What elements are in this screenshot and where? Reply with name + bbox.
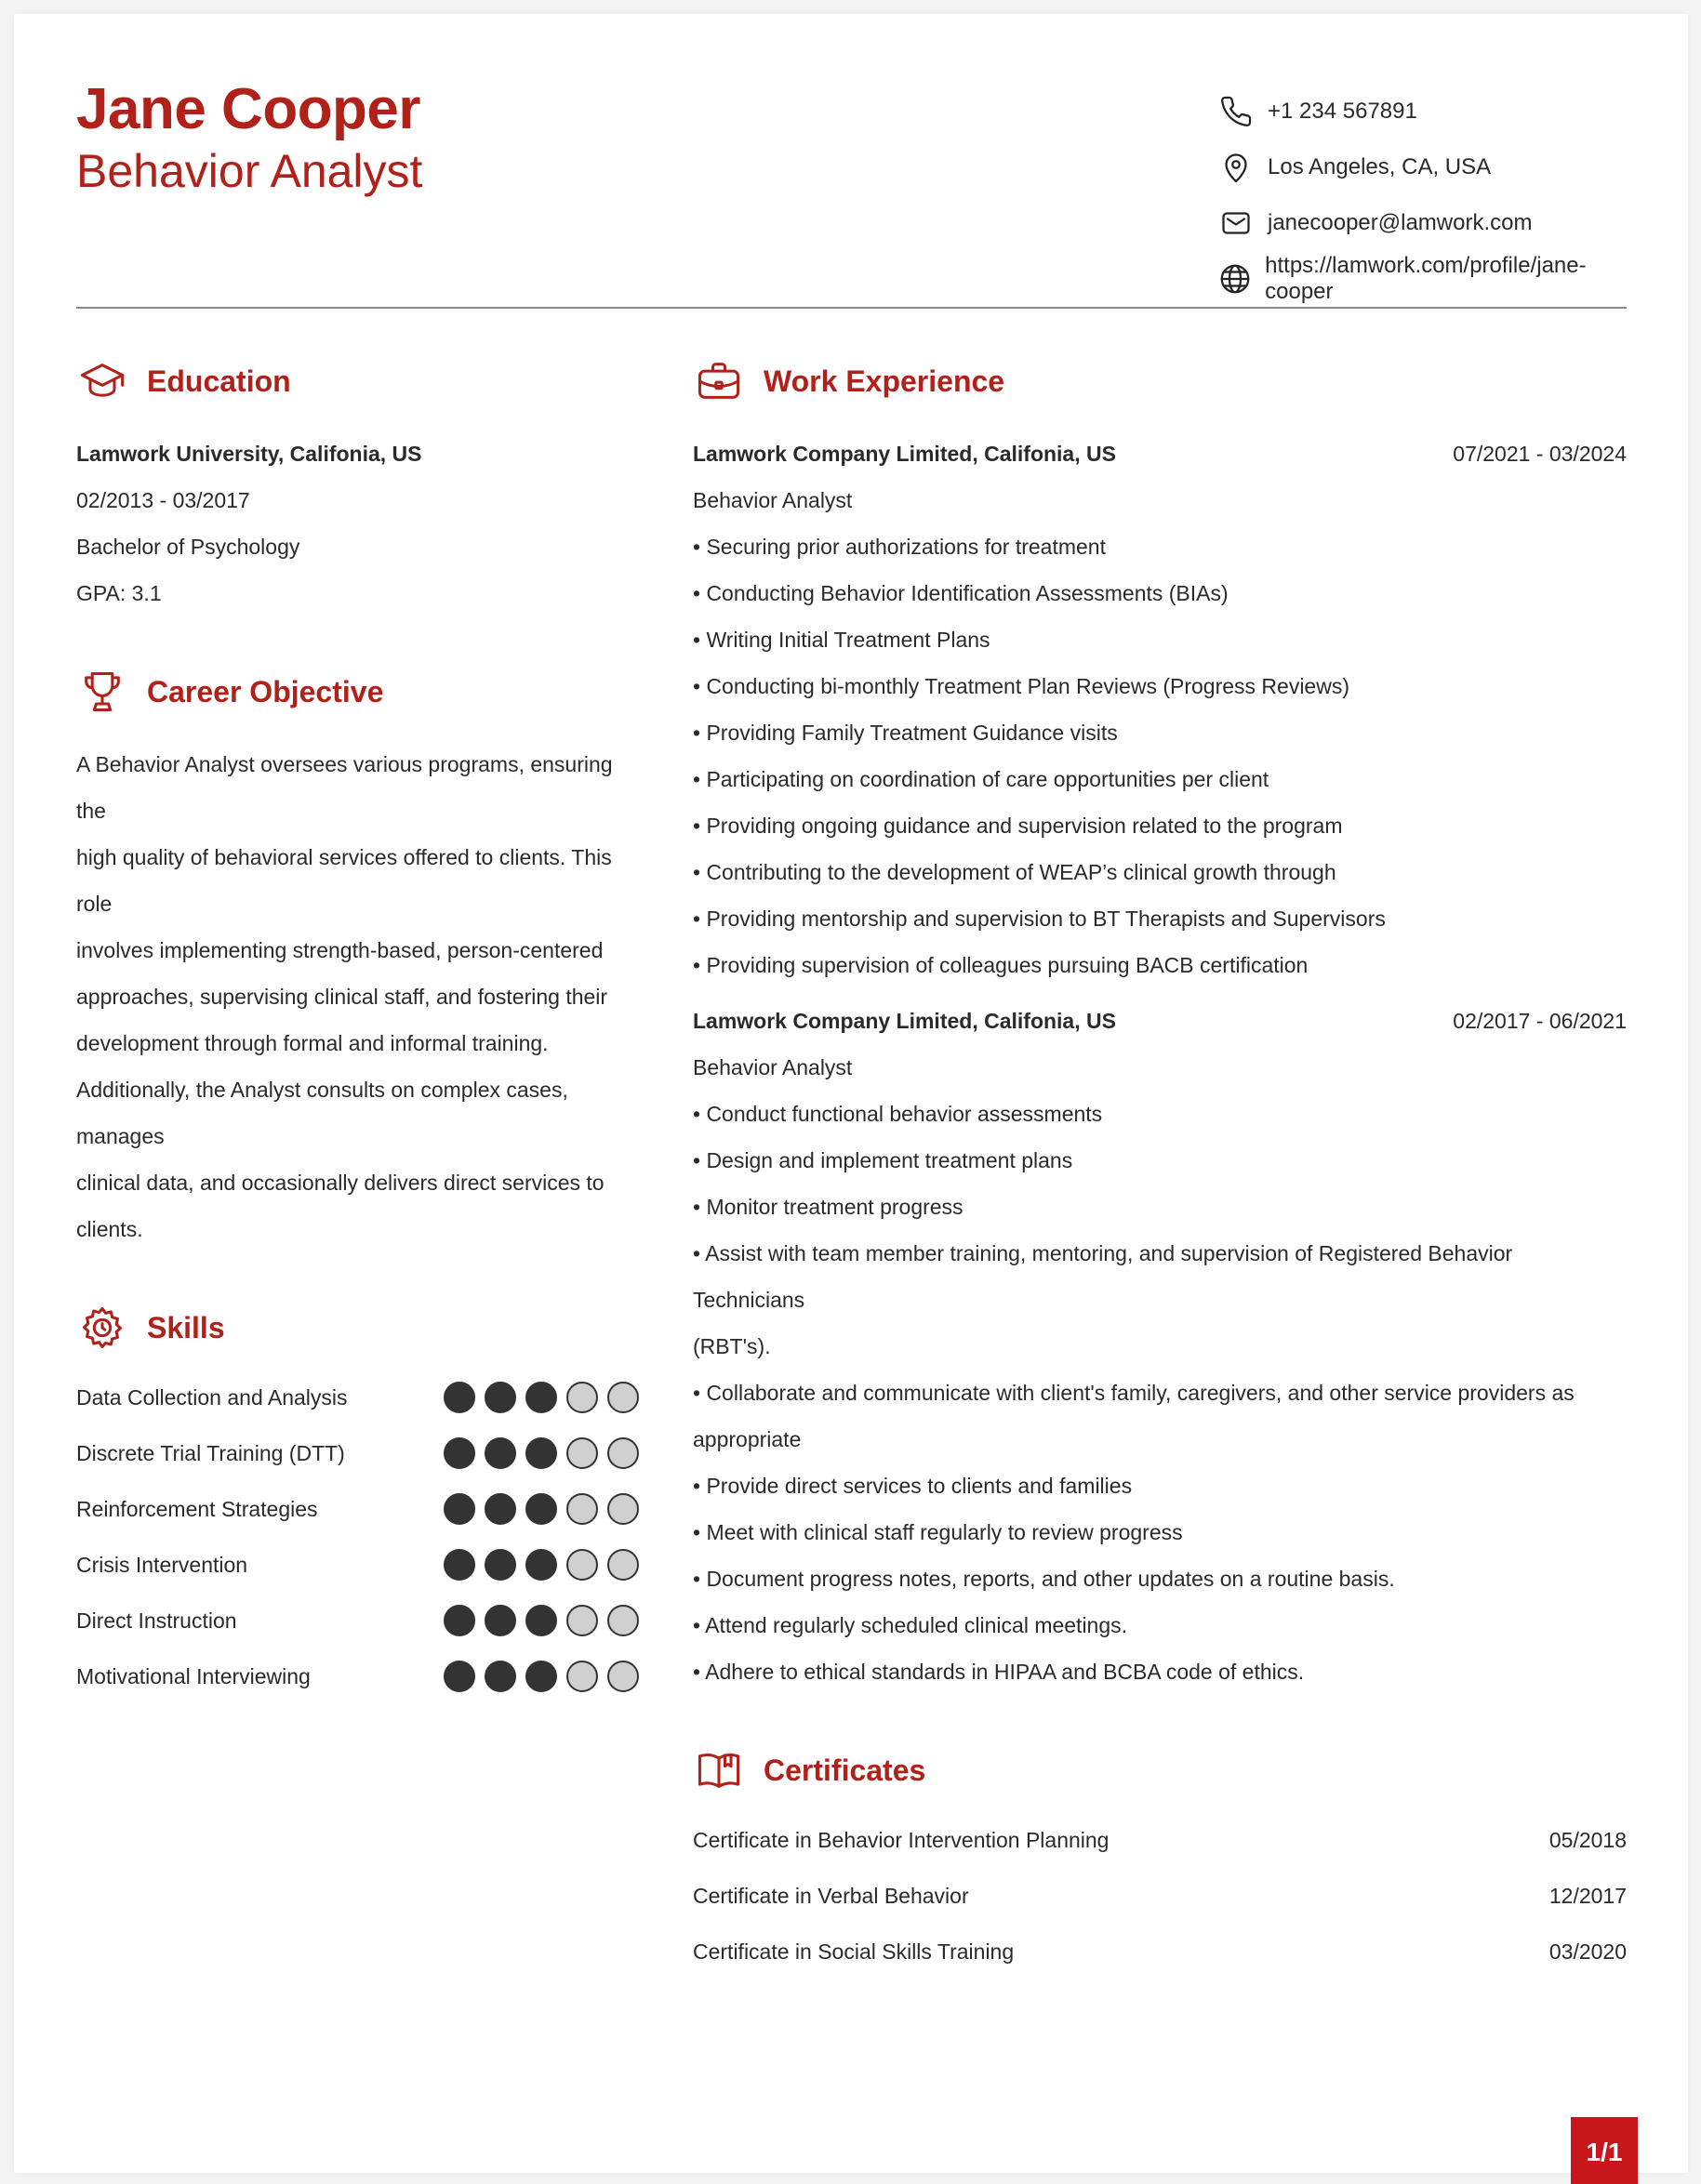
rating-dot-filled	[485, 1605, 516, 1636]
job-bullet: • Provide direct services to clients and families	[693, 1474, 1133, 1498]
candidate-name: Jane Cooper	[76, 77, 421, 141]
objective-line: approaches, supervising clinical staff, and fostering their	[76, 985, 608, 1009]
rating-dot-filled	[444, 1437, 475, 1469]
rating-dot-empty	[607, 1661, 639, 1692]
skill-row	[76, 1425, 639, 1481]
education-school: Lamwork University, Califonia, US	[76, 442, 422, 466]
objective-line: A Behavior Analyst oversees various programs, ensuring the	[76, 752, 613, 823]
objective-text	[76, 741, 639, 1252]
skill-name: Reinforcement Strategies	[76, 1496, 318, 1521]
job-bullet: • Providing supervision of colleagues pursuing BACB certification	[693, 953, 1309, 977]
job-role: Behavior Analyst	[693, 488, 853, 512]
job-bullet: • Providing mentorship and supervision to BT Therapists and Supervisors	[693, 907, 1386, 931]
skill-name: Motivational Interviewing	[76, 1663, 311, 1688]
rating-dot-filled	[525, 1549, 557, 1581]
job-bullet: • Securing prior authorizations for treatment	[693, 535, 1106, 559]
skill-row	[76, 1593, 639, 1648]
job-bullet: • Conduct functional behavior assessments	[693, 1102, 1103, 1126]
job-bullet: • Participating on coordination of care opportunities per client	[693, 767, 1269, 791]
certificate-row	[693, 1924, 1627, 1979]
contact-phone	[1217, 84, 1627, 139]
skill-rating	[444, 1382, 639, 1413]
rating-dot-empty	[566, 1661, 598, 1692]
contact-list	[1217, 84, 1627, 307]
contact-phone-text: +1 234 567891	[1268, 99, 1417, 124]
education-heading-label: Education	[147, 364, 291, 398]
contact-location	[1217, 139, 1627, 195]
header-divider	[76, 307, 1627, 309]
certificates-section	[693, 1738, 1627, 1979]
work-section	[693, 349, 1627, 1695]
skill-rating	[444, 1493, 639, 1525]
rating-dot-filled	[485, 1661, 516, 1692]
skill-row	[76, 1481, 639, 1537]
phone-icon	[1217, 93, 1255, 130]
gear-icon	[76, 1302, 128, 1354]
rating-dot-filled	[485, 1493, 516, 1525]
job-bullet: • Meet with clinical staff regularly to review progress	[693, 1520, 1183, 1544]
certificate-date: 03/2020	[1548, 1939, 1627, 1964]
contact-website-text[interactable]: https://lamwork.com/profile/jane-cooper	[1265, 253, 1587, 304]
skill-name: Direct Instruction	[76, 1608, 237, 1633]
skill-name: Crisis Intervention	[76, 1552, 248, 1577]
objective-line: Additionally, the Analyst consults on complex cases, manages	[76, 1078, 568, 1148]
certificate-name: Certificate in Verbal Behavior	[693, 1883, 969, 1908]
work-heading-label: Work Experience	[764, 364, 1005, 398]
left-column	[76, 349, 639, 1704]
skill-rating	[444, 1661, 639, 1692]
rating-dot-filled	[444, 1661, 475, 1692]
job-bullet: • Assist with team member training, mentoring, and supervision of Registered Behavior Technicians	[693, 1241, 1513, 1312]
rating-dot-empty	[566, 1605, 598, 1636]
briefcase-icon	[693, 355, 745, 407]
resume-page	[14, 14, 1688, 2173]
education-gpa: GPA: 3.1	[76, 581, 162, 605]
certificate-row	[693, 1868, 1627, 1924]
skills-list	[76, 1370, 639, 1704]
rating-dot-filled	[485, 1382, 516, 1413]
skill-name: Data Collection and Analysis	[76, 1384, 348, 1410]
education-heading	[76, 349, 639, 414]
job-bullet: • Monitor treatment progress	[693, 1195, 963, 1219]
rating-dot-empty	[607, 1493, 639, 1525]
rating-dot-empty	[566, 1493, 598, 1525]
rating-dot-filled	[525, 1605, 557, 1636]
mail-icon	[1217, 205, 1255, 242]
right-column	[693, 349, 1627, 1979]
job-bullet: • Design and implement treatment plans	[693, 1148, 1073, 1172]
skill-rating	[444, 1549, 639, 1581]
work-heading	[693, 349, 1627, 414]
contact-website[interactable]	[1217, 251, 1627, 307]
globe-icon	[1217, 260, 1252, 298]
rating-dot-filled	[525, 1661, 557, 1692]
book-icon	[693, 1744, 745, 1796]
job-bullet: • Conducting Behavior Identification Assessments (BIAs)	[693, 581, 1229, 605]
objective-heading	[76, 659, 639, 724]
job-bullet: • Providing ongoing guidance and supervision related to the program	[693, 814, 1343, 838]
rating-dot-filled	[444, 1382, 475, 1413]
skill-row	[76, 1370, 639, 1425]
skills-heading-label: Skills	[147, 1310, 225, 1344]
job-role: Behavior Analyst	[693, 1055, 853, 1079]
certificate-date: 05/2018	[1548, 1827, 1627, 1852]
job-bullet: • Adhere to ethical standards in HIPAA and BCBA code of ethics.	[693, 1660, 1305, 1684]
rating-dot-filled	[444, 1549, 475, 1581]
objective-heading-label: Career Objective	[147, 674, 384, 708]
objective-line: involves implementing strength-based, person-centered	[76, 938, 604, 962]
certificate-name: Certificate in Social Skills Training	[693, 1939, 1015, 1964]
certificate-date: 12/2017	[1548, 1883, 1627, 1908]
certificate-row	[693, 1812, 1627, 1868]
skill-rating	[444, 1605, 639, 1636]
job-entry	[693, 430, 1627, 988]
objective-line: clinical data, and occasionally delivers direct services to	[76, 1171, 605, 1195]
contact-email-text[interactable]: janecooper@lamwork.com	[1268, 210, 1533, 235]
graduation-cap-icon	[76, 355, 128, 407]
skill-rating	[444, 1437, 639, 1469]
education-dates: 02/2013 - 03/2017	[76, 488, 250, 512]
certificates-heading-label: Certificates	[764, 1753, 926, 1787]
job-bullet: • Writing Initial Treatment Plans	[693, 628, 990, 652]
objective-line: clients.	[76, 1217, 143, 1241]
job-entry	[693, 998, 1627, 1695]
candidate-title: Behavior Analyst	[76, 145, 423, 197]
rating-dot-filled	[525, 1437, 557, 1469]
job-dates: 07/2021 - 03/2024	[1453, 442, 1627, 466]
job-bullet: • Attend regularly scheduled clinical meetings.	[693, 1613, 1128, 1637]
job-bullet: • Providing Family Treatment Guidance visits	[693, 721, 1118, 745]
certificate-name: Certificate in Behavior Intervention Planning	[693, 1827, 1110, 1852]
rating-dot-filled	[485, 1549, 516, 1581]
job-company: Lamwork Company Limited, Califonia, US	[693, 442, 1116, 466]
skills-section	[76, 1295, 639, 1704]
job-header	[693, 430, 1627, 477]
rating-dot-empty	[566, 1382, 598, 1413]
rating-dot-filled	[525, 1382, 557, 1413]
rating-dot-filled	[444, 1605, 475, 1636]
objective-section	[76, 659, 639, 1252]
rating-dot-filled	[485, 1437, 516, 1469]
rating-dot-empty	[607, 1382, 639, 1413]
page-indicator: 1/1	[1571, 2117, 1638, 2184]
rating-dot-empty	[607, 1605, 639, 1636]
contact-location-text: Los Angeles, CA, USA	[1268, 154, 1492, 179]
objective-line: high quality of behavioral services offered to clients. This role	[76, 845, 612, 916]
contact-email[interactable]	[1217, 195, 1627, 251]
objective-line: development through formal and informal training.	[76, 1031, 549, 1055]
job-bullet: (RBT's).	[693, 1334, 771, 1358]
job-dates: 02/2017 - 06/2021	[1453, 1009, 1627, 1033]
location-pin-icon	[1217, 149, 1255, 186]
certificates-heading	[693, 1738, 1627, 1803]
skill-row	[76, 1648, 639, 1704]
education-degree: Bachelor of Psychology	[76, 535, 300, 559]
job-bullet: • Document progress notes, reports, and other updates on a routine basis.	[693, 1567, 1395, 1591]
job-company: Lamwork Company Limited, Califonia, US	[693, 1009, 1116, 1033]
job-bullet: • Conducting bi-monthly Treatment Plan Reviews (Progress Reviews)	[693, 674, 1349, 698]
rating-dot-empty	[566, 1437, 598, 1469]
skill-name: Discrete Trial Training (DTT)	[76, 1440, 345, 1465]
skills-heading	[76, 1295, 639, 1360]
resume-header	[76, 65, 1627, 309]
skill-row	[76, 1537, 639, 1593]
education-section	[76, 349, 639, 616]
rating-dot-empty	[607, 1437, 639, 1469]
trophy-icon	[76, 666, 128, 718]
rating-dot-filled	[444, 1493, 475, 1525]
job-header	[693, 998, 1627, 1044]
rating-dot-empty	[607, 1549, 639, 1581]
rating-dot-empty	[566, 1549, 598, 1581]
job-bullet: • Collaborate and communicate with client's family, caregivers, and other service providers as appropriate	[693, 1381, 1575, 1451]
job-bullet: • Contributing to the development of WEAP’s clinical growth through	[693, 860, 1336, 884]
rating-dot-filled	[525, 1493, 557, 1525]
